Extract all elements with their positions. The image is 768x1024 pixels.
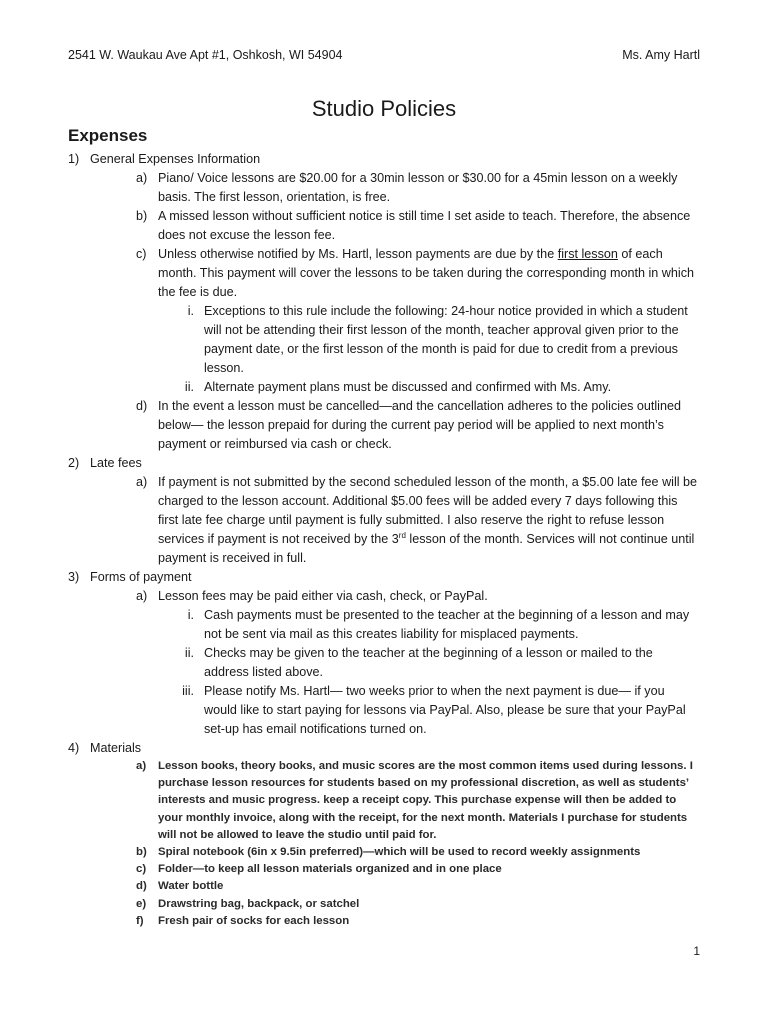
item-number: 1) xyxy=(68,152,80,166)
item-text: Folder—to keep all lesson materials organized and in one place xyxy=(158,863,502,876)
item-text: Lesson books, theory books, and music scores are the most common items used during lessons. I purchase lesson resources for students based on my professional discretion, as well as students’ interests and music progress. keep a receipt copy. This purchase expense will then be added to your monthly invoice, along with the receipt, for the next month. Materials I purchase for students will not be allowed to leave the studio until paid for. xyxy=(158,760,693,841)
page-header xyxy=(68,48,700,66)
item-number: 2) xyxy=(68,456,80,470)
item-text-pre: If payment is not submitted by the second scheduled lesson of the month, a $5.00 late fee will be charged to the lesson account. Additional $5.00 fees will be added every 7 days following this first late fee charge until payment is fully submitted. I also reserve the right to refuse lesson services if payment is not received by the 3 xyxy=(158,475,698,546)
list-item xyxy=(68,878,700,895)
item-number: a) xyxy=(136,589,148,603)
page-number: 1 xyxy=(693,944,700,958)
item-text: Alternate payment plans must be discussed and confirmed with Ms. Amy. xyxy=(204,380,612,394)
policy-list xyxy=(68,150,700,930)
item-text: In the event a lesson must be cancelled—and the cancellation adheres to the policies outlined below— the lesson prepaid for during the current pay period will be applied to next month’s payment or reimbursed via cash or check. xyxy=(158,399,681,451)
item-text: Late fees xyxy=(90,456,142,470)
item-number: ii. xyxy=(184,646,194,660)
ordinal-suffix: rd xyxy=(398,530,406,540)
list-item xyxy=(68,568,700,587)
list-item xyxy=(68,644,700,682)
list-item xyxy=(68,245,700,302)
item-number: d) xyxy=(136,399,148,413)
item-number: a) xyxy=(136,475,148,489)
item-text: General Expenses Information xyxy=(90,152,261,166)
item-text-pre: Unless otherwise notified by Ms. Hartl, lesson payments are due by the xyxy=(158,247,558,261)
item-text: Drawstring bag, backpack, or satchel xyxy=(158,897,360,910)
item-number: a) xyxy=(136,171,148,185)
item-number: c) xyxy=(136,863,147,876)
list-item xyxy=(68,150,700,169)
list-item xyxy=(68,169,700,207)
item-text: Materials xyxy=(90,741,142,755)
studio-address: 2541 W. Waukau Ave Apt #1, Oshkosh, WI 54904 xyxy=(68,48,343,62)
item-text: Exceptions to this rule include the following: 24-hour notice provided in which a student will not be attending their first lesson of the month, teacher approval given prior to the payment date, or the first lesson of the month is paid for due to credit from a previous lesson. xyxy=(204,304,688,375)
teacher-name: Ms. Amy Hartl xyxy=(622,48,700,62)
list-item xyxy=(68,913,700,930)
item-number: f) xyxy=(136,914,144,927)
item-text-post: of each month. This payment will cover the lessons to be taken during the corresponding month in which the fee is due. xyxy=(158,247,694,299)
page-title: Studio Policies xyxy=(311,96,457,121)
list-item xyxy=(68,397,700,454)
item-number: b) xyxy=(136,209,148,223)
list-item xyxy=(68,606,700,644)
list-item xyxy=(68,302,700,378)
item-text: Please notify Ms. Hartl— two weeks prior to when the next payment is due— if you would like to start paying for lessons via PayPal. Also, please be sure that your PayPal set-up has email notifications turned on. xyxy=(204,684,686,736)
item-text: Water bottle xyxy=(158,880,224,893)
item-text: A missed lesson without sufficient notice is still time I set aside to teach. Therefore, the absence does not excuse the lesson fee. xyxy=(158,209,691,242)
list-item xyxy=(68,844,700,861)
list-item xyxy=(68,758,700,844)
section-heading-expenses: Expenses xyxy=(68,126,148,145)
item-text: Piano/ Voice lessons are $20.00 for a 30min lesson or $30.00 for a 45min lesson on a weekly basis. The first lesson, orientation, is free. xyxy=(158,171,678,204)
list-item xyxy=(68,861,700,878)
list-item xyxy=(68,378,700,397)
item-text: Cash payments must be presented to the teacher at the beginning of a lesson and may not be sent via mail as this creates liability for misplaced payments. xyxy=(204,608,690,641)
item-number: b) xyxy=(136,846,147,859)
list-item xyxy=(68,587,700,606)
item-number: d) xyxy=(136,880,147,893)
item-number: iii. xyxy=(182,684,194,698)
list-item xyxy=(68,207,700,245)
item-text: Fresh pair of socks for each lesson xyxy=(158,914,350,927)
item-text: Spiral notebook (6in x 9.5in preferred)—which will be used to record weekly assignments xyxy=(158,846,641,859)
item-number: e) xyxy=(136,897,147,910)
list-item xyxy=(68,454,700,473)
item-number: 3) xyxy=(68,570,80,584)
item-number: c) xyxy=(136,247,147,261)
list-item xyxy=(68,473,700,568)
list-item xyxy=(68,739,700,758)
item-number: 4) xyxy=(68,741,80,755)
item-text: Lesson fees may be paid either via cash, check, or PayPal. xyxy=(158,589,488,603)
item-number: i. xyxy=(187,304,194,318)
item-text: Forms of payment xyxy=(90,570,192,584)
first-lesson-emphasis: first lesson xyxy=(557,247,618,261)
list-item xyxy=(68,682,700,739)
item-text-post: lesson of the month. Services will not continue until payment is received in full. xyxy=(158,532,695,565)
item-text: Checks may be given to the teacher at the beginning of a lesson or mailed to the address listed above. xyxy=(204,646,653,679)
item-number: ii. xyxy=(184,380,194,394)
item-number: i. xyxy=(187,608,194,622)
item-number: a) xyxy=(136,760,147,772)
list-item xyxy=(68,896,700,913)
